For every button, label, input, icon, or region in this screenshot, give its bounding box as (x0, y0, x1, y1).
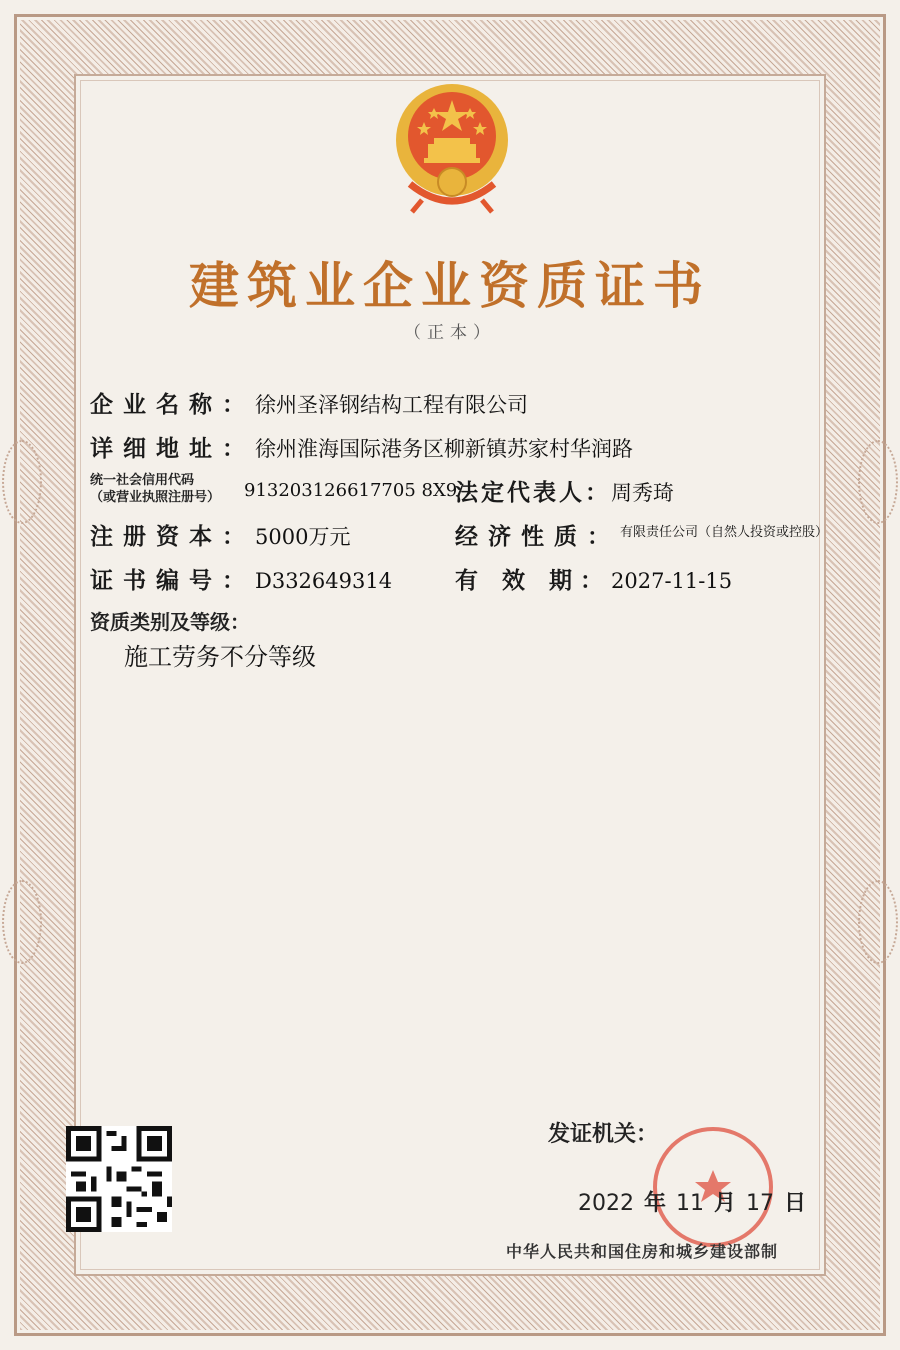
credit-code-value: 913203126617705 8X9 (244, 480, 458, 501)
company-name-value: 徐州圣泽钢结构工程有限公司 (255, 393, 528, 417)
capital-label: 注册资本： (90, 524, 255, 550)
issue-month: 11 (676, 1191, 705, 1216)
left-ornament (2, 440, 42, 524)
month-unit: 月 (714, 1191, 737, 1216)
issue-day: 17 (746, 1191, 775, 1216)
address-label: 详细地址： (90, 436, 255, 462)
credit-code-label-line2: （或营业执照注册号） (90, 490, 221, 505)
right-ornament (858, 440, 898, 524)
credit-code-row (244, 476, 457, 502)
valid-row (455, 562, 732, 595)
company-name-label: 企业名称： (90, 392, 255, 418)
economic-nature-row (455, 518, 828, 551)
valid-value: 2027-11-15 (611, 569, 733, 593)
credit-code-label-line1: 统一社会信用代码 (90, 473, 195, 488)
qualification-label: 资质类别及等级： (90, 610, 250, 634)
issue-date (578, 1186, 816, 1217)
credit-code-label (90, 472, 220, 506)
certificate-title: 建筑业企业资质证书 (189, 256, 711, 315)
certificate-subtitle: （正本） (404, 323, 496, 343)
company-name-row (90, 386, 528, 419)
address-row (90, 430, 633, 463)
cert-no-label: 证书编号： (90, 568, 255, 594)
issuer-label: 发证机关： (548, 1122, 659, 1147)
right-ornament (858, 880, 898, 964)
cert-no-row (90, 562, 392, 595)
cert-no-value: D332649314 (255, 569, 393, 593)
qualification-value: 施工劳务不分等级 (124, 643, 316, 671)
legal-rep-label: 法定代表人： (455, 480, 611, 506)
economic-nature-value: 有限责任公司（自然人投资或控股） (620, 525, 829, 540)
valid-label: 有 效 期： (455, 568, 612, 594)
national-emblem-icon (382, 78, 522, 218)
address-value: 徐州淮海国际港务区柳新镇苏家村华润路 (255, 437, 633, 461)
legal-rep-row (455, 474, 674, 507)
year-unit: 年 (644, 1191, 667, 1216)
ministry-footer: 中华人民共和国住房和城乡建设部制 (506, 1242, 779, 1261)
legal-rep-value: 周秀琦 (611, 481, 674, 505)
day-unit: 日 (784, 1191, 807, 1216)
qr-code-icon (66, 1126, 172, 1232)
capital-value: 5000万元 (255, 525, 351, 549)
economic-nature-label: 经济性质： (455, 524, 620, 550)
capital-row (90, 518, 350, 551)
left-ornament (2, 880, 42, 964)
issue-year: 2022 (578, 1191, 634, 1216)
